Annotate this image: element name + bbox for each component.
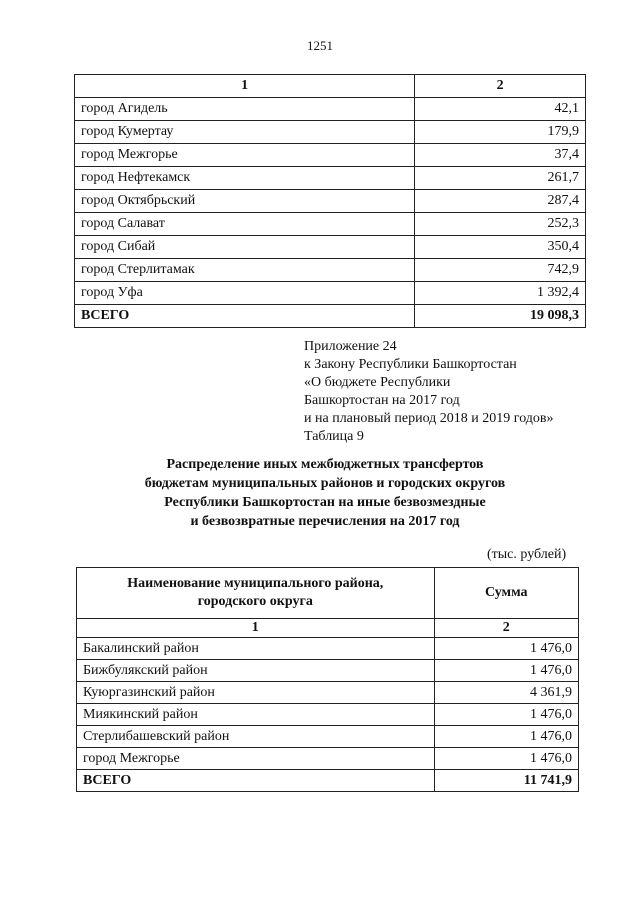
- row-name: город Нефтекамск: [75, 167, 415, 190]
- title-line: Республики Башкортостан на иные безвозмездные: [164, 495, 486, 510]
- row-value: 1 476,0: [434, 704, 578, 726]
- column-number-2: 2: [434, 619, 578, 638]
- table-row: [75, 282, 586, 305]
- table-row: [75, 236, 586, 259]
- appendix-reference: [304, 338, 554, 446]
- table-row: [77, 660, 579, 682]
- appendix-line: и на плановый период 2018 и 2019 годов»: [304, 411, 554, 426]
- row-value: 1 476,0: [434, 726, 578, 748]
- column-number-1: 1: [77, 619, 435, 638]
- table-row: [77, 638, 579, 660]
- row-name: Миякинский район: [77, 704, 435, 726]
- table-row: [75, 121, 586, 144]
- row-name: город Сибай: [75, 236, 415, 259]
- appendix-line: Таблица 9: [304, 429, 364, 444]
- total-row: [77, 770, 579, 792]
- row-name: город Межгорье: [75, 144, 415, 167]
- units-label: (тыс. рублей): [487, 547, 567, 562]
- table-row: [77, 682, 579, 704]
- transfers-distribution-table: [76, 567, 579, 792]
- table-row: [77, 704, 579, 726]
- row-name: город Стерлитамак: [75, 259, 415, 282]
- total-row: [75, 305, 586, 328]
- row-name: город Межгорье: [77, 748, 435, 770]
- row-name: город Кумертау: [75, 121, 415, 144]
- table-row: [75, 259, 586, 282]
- header-name-line: городского округа: [197, 594, 313, 609]
- document-title: [60, 455, 590, 531]
- row-name: город Уфа: [75, 282, 415, 305]
- appendix-line: Приложение 24: [304, 339, 397, 354]
- row-name: город Салават: [75, 213, 415, 236]
- row-value: 1 476,0: [434, 660, 578, 682]
- table-row: [75, 98, 586, 121]
- title-line: Распределение иных межбюджетных трансфертов: [166, 457, 484, 472]
- row-name: Стерлибашевский район: [77, 726, 435, 748]
- row-name: город Агидель: [75, 98, 415, 121]
- row-value: 1 476,0: [434, 748, 578, 770]
- header-sum: Сумма: [434, 568, 578, 619]
- column-number-2: 2: [415, 75, 586, 98]
- column-number-row: [75, 75, 586, 98]
- appendix-line: Башкортостан на 2017 год: [304, 393, 460, 408]
- header-name-line: Наименование муниципального района,: [127, 576, 384, 591]
- table-row: [77, 726, 579, 748]
- table-row: [75, 167, 586, 190]
- page-number: 1251: [307, 38, 333, 53]
- total-label: ВСЕГО: [77, 770, 435, 792]
- row-value: 252,3: [415, 213, 586, 236]
- row-value: 1 392,4: [415, 282, 586, 305]
- row-value: 179,9: [415, 121, 586, 144]
- table-row: [77, 748, 579, 770]
- row-name: город Октябрьский: [75, 190, 415, 213]
- appendix-line: «О бюджете Республики: [304, 375, 451, 390]
- appendix-line: к Закону Республики Башкортостан: [304, 357, 517, 372]
- column-number-row: [77, 619, 579, 638]
- header-name: [77, 568, 435, 619]
- title-line: и безвозвратные перечисления на 2017 год: [190, 514, 460, 529]
- total-value: 19 098,3: [415, 305, 586, 328]
- municipal-transfers-table-continued: [74, 74, 586, 328]
- row-value: 350,4: [415, 236, 586, 259]
- table-row: [75, 190, 586, 213]
- total-value: 11 741,9: [434, 770, 578, 792]
- row-name: Бижбулякский район: [77, 660, 435, 682]
- total-label: ВСЕГО: [75, 305, 415, 328]
- row-value: 742,9: [415, 259, 586, 282]
- table-row: [75, 144, 586, 167]
- title-line: бюджетам муниципальных районов и городских округов: [144, 476, 506, 491]
- row-value: 4 361,9: [434, 682, 578, 704]
- row-value: 37,4: [415, 144, 586, 167]
- header-row: [77, 568, 579, 619]
- row-name: Бакалинский район: [77, 638, 435, 660]
- row-value: 261,7: [415, 167, 586, 190]
- row-value: 42,1: [415, 98, 586, 121]
- row-value: 287,4: [415, 190, 586, 213]
- row-name: Куюргазинский район: [77, 682, 435, 704]
- table-row: [75, 213, 586, 236]
- row-value: 1 476,0: [434, 638, 578, 660]
- column-number-1: 1: [75, 75, 415, 98]
